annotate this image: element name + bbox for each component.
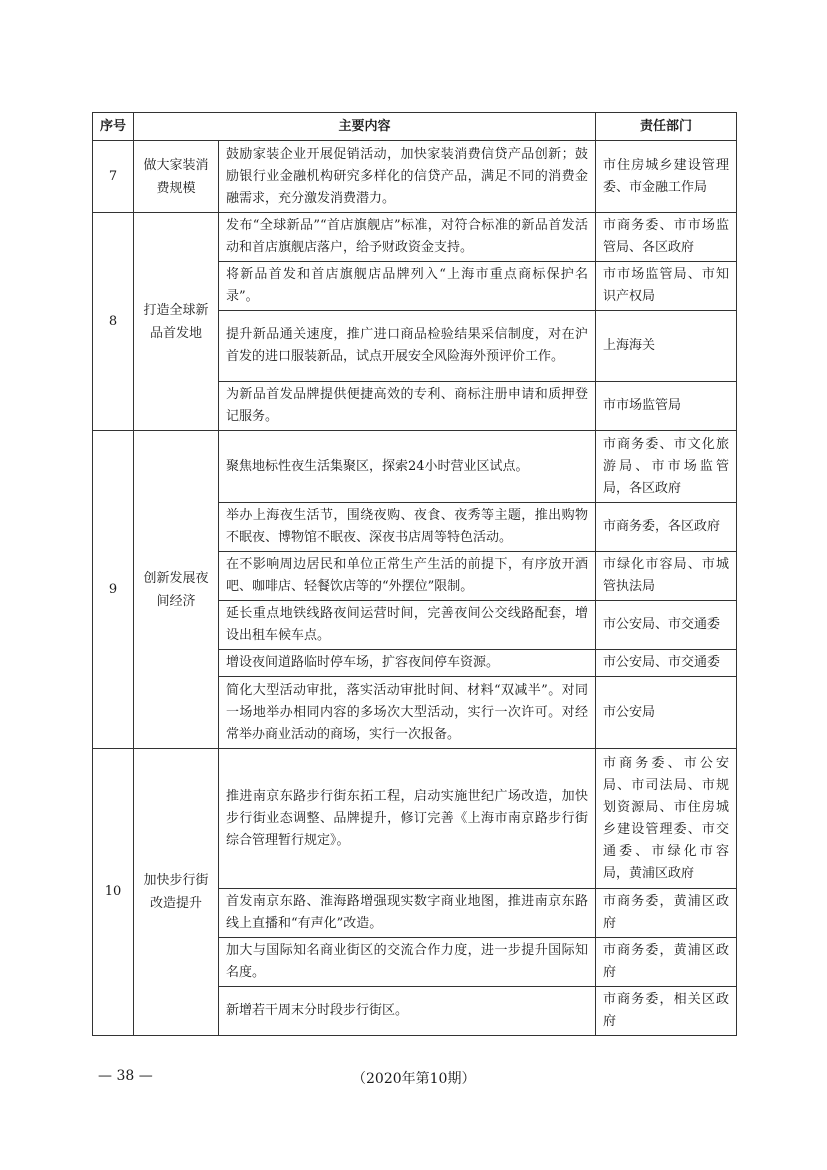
row-content: 在不影响周边居民和单位正常生产生活的前提下，有序放开酒吧、咖啡店、轻餐饮店等的“外摆位”限制。 xyxy=(219,552,596,601)
row-dept: 市商务委、市公安局、市司法局、市规划资源局、市住房城乡建设管理委、市交通委、市绿化市容局，黄浦区政府 xyxy=(596,749,737,889)
table-header-row xyxy=(93,113,737,141)
row-dept: 市住房城乡建设管理委、市金融工作局 xyxy=(596,141,737,213)
header-content: 主要内容 xyxy=(134,113,596,141)
row-content: 简化大型活动审批，落实活动审批时间、材料“双减半”。对同一场地举办相同内容的多场次大型活动，实行一次许可。对经常举办商业活动的商场，实行一次报备。 xyxy=(219,677,596,749)
policy-table xyxy=(92,112,737,1036)
group-name: 做大家装消费规模 xyxy=(134,141,219,213)
row-dept: 市公安局、市交通委 xyxy=(596,650,737,677)
page-number: — 38 — xyxy=(98,1068,153,1084)
table-row xyxy=(93,141,737,213)
table-row xyxy=(93,749,737,889)
group-name: 创新发展夜间经济 xyxy=(134,431,219,749)
row-dept: 市绿化市容局、市城管执法局 xyxy=(596,552,737,601)
row-content: 推进南京东路步行街东拓工程，启动实施世纪广场改造，加快步行街业态调整、品牌提升，修订完善《上海市南京路步行街综合管理暂行规定》。 xyxy=(219,749,596,889)
row-content: 加大与国际知名商业街区的交流合作力度，进一步提升国际知名度。 xyxy=(219,938,596,987)
row-content: 将新品首发和首店旗舰店品牌列入“上海市重点商标保护名录”。 xyxy=(219,262,596,311)
group-number: 7 xyxy=(93,141,134,213)
table-row xyxy=(93,213,737,262)
row-content: 发布“全球新品”“首店旗舰店”标准，对符合标准的新品首发活动和首店旗舰店落户，给予财政资金支持。 xyxy=(219,213,596,262)
row-dept: 市市场监管局、市知识产权局 xyxy=(596,262,737,311)
row-dept: 市商务委、市文化旅游局、市市场监管局，各区政府 xyxy=(596,431,737,503)
row-content: 提升新品通关速度，推广进口商品检验结果采信制度，对在沪首发的进口服装新品，试点开展安全风险海外预评价工作。 xyxy=(219,311,596,382)
issue-label: （2020年第10期） xyxy=(352,1071,476,1087)
row-dept: 市商务委，相关区政府 xyxy=(596,987,737,1036)
row-dept: 市公安局 xyxy=(596,677,737,749)
row-content: 聚焦地标性夜生活集聚区，探索24小时营业区试点。 xyxy=(219,431,596,503)
row-dept: 上海海关 xyxy=(596,311,737,382)
row-dept: 市市场监管局 xyxy=(596,382,737,431)
group-number: 9 xyxy=(93,431,134,749)
row-dept: 市商务委，黄浦区政府 xyxy=(596,889,737,938)
group-name: 加快步行街改造提升 xyxy=(134,749,219,1036)
group-number: 8 xyxy=(93,213,134,431)
header-dept: 责任部门 xyxy=(596,113,737,141)
row-dept: 市商务委，黄浦区政府 xyxy=(596,938,737,987)
row-content: 延长重点地铁线路夜间运营时间，完善夜间公交线路配套，增设出租车候车点。 xyxy=(219,601,596,650)
row-content: 增设夜间道路临时停车场，扩容夜间停车资源。 xyxy=(219,650,596,677)
row-content: 为新品首发品牌提供便捷高效的专利、商标注册申请和质押登记服务。 xyxy=(219,382,596,431)
row-content: 首发南京东路、淮海路增强现实数字商业地图，推进南京东路线上直播和“有声化”改造。 xyxy=(219,889,596,938)
group-number: 10 xyxy=(93,749,134,1036)
header-no: 序号 xyxy=(93,113,134,141)
row-content: 鼓励家装企业开展促销活动，加快家装消费信贷产品创新；鼓励银行业金融机构研究多样化的信贷产品，满足不同的消费金融需求，充分激发消费潜力。 xyxy=(219,141,596,213)
table-row xyxy=(93,431,737,503)
group-name: 打造全球新品首发地 xyxy=(134,213,219,431)
row-dept: 市公安局、市交通委 xyxy=(596,601,737,650)
row-content: 新增若干周末分时段步行街区。 xyxy=(219,987,596,1036)
row-dept: 市商务委，各区政府 xyxy=(596,503,737,552)
row-dept: 市商务委、市市场监管局、各区政府 xyxy=(596,213,737,262)
row-content: 举办上海夜生活节，围绕夜购、夜食、夜秀等主题，推出购物不眠夜、博物馆不眠夜、深夜书店周等特色活动。 xyxy=(219,503,596,552)
